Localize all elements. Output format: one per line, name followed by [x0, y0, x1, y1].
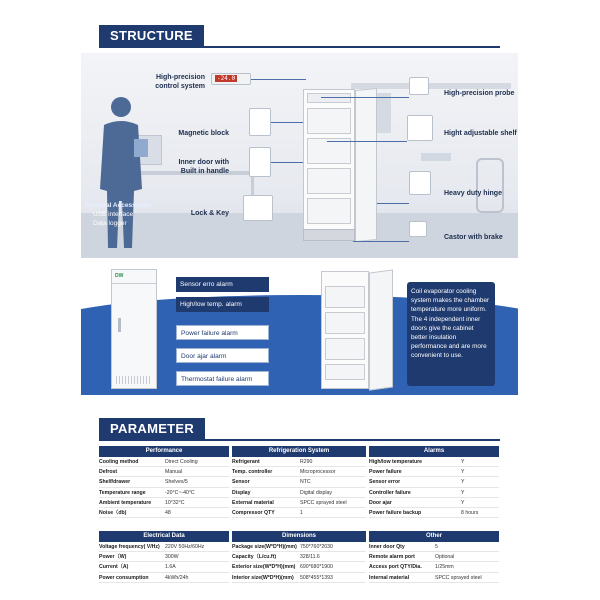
parameter-row: [369, 467, 499, 477]
parameter-key: Current（A): [99, 564, 129, 571]
alarm-label-temp: High/low temp. alarm: [176, 297, 269, 312]
parameter-key: Voltage frequency( V/Hz): [99, 544, 160, 550]
parameter-row: [99, 508, 229, 518]
parameter-value: Microprocessor: [300, 469, 336, 476]
parameter-table: [369, 446, 499, 518]
parameter-table-title: Electrical Data: [99, 531, 229, 542]
parameter-row: [369, 488, 499, 498]
parameter-table: [232, 531, 366, 583]
parameter-row: [369, 477, 499, 487]
parameter-key: Internal material: [369, 574, 410, 581]
callout-shelf: Hight adjustable shelf: [444, 130, 517, 137]
parameter-key: Cooling method: [99, 459, 139, 465]
callout-probe: High-precision probe: [444, 90, 515, 97]
brand-logo: DW: [115, 273, 124, 279]
parameter-row: [99, 552, 229, 562]
parameter-key: Remote alarm port: [369, 554, 415, 561]
parameter-key: Power（W): [99, 554, 127, 561]
parameter-value: NTC: [300, 479, 311, 486]
structure-scene: [81, 53, 518, 258]
inner-drawer: [307, 108, 351, 134]
callout-hinge: Heavy duty hinge: [444, 190, 502, 197]
parameter-value: SPCC sprayed steel: [435, 574, 482, 581]
person-illustration: [86, 93, 156, 253]
parameter-key: Exterior size(W*D*H)(mm): [232, 564, 296, 571]
parameter-value: 690*680*1900: [300, 564, 333, 571]
freezer-vent: [116, 376, 152, 384]
parameter-key: Temperature range: [99, 489, 146, 496]
parameter-row: [369, 552, 499, 562]
parameter-table: [99, 446, 229, 518]
shelf-thumb: [407, 115, 433, 141]
freezer-door: [355, 88, 377, 242]
parameter-row: [232, 467, 366, 477]
parameter-value: R290: [300, 459, 313, 465]
parameter-key: Access port QTY/Dia.: [369, 564, 422, 571]
sink: [421, 153, 451, 161]
magnetic-block-thumb: [249, 108, 271, 136]
parameter-row: [369, 542, 499, 552]
leader-line: [271, 122, 303, 123]
parameter-row: [99, 477, 229, 487]
optional-accessory-item: Data logger: [93, 220, 127, 227]
parameter-table-title: Dimensions: [232, 531, 366, 542]
parameter-heading-rule: [99, 439, 500, 441]
parameter-row: [232, 477, 366, 487]
parameter-value: Y: [461, 499, 465, 506]
parameter-row: [232, 498, 366, 508]
parameter-row: [369, 457, 499, 467]
parameter-value: Optional: [435, 554, 455, 561]
parameter-table-title: Refrigeration System: [232, 446, 366, 457]
parameter-row: [99, 573, 229, 583]
parameter-row: [232, 457, 366, 467]
parameter-row: [369, 573, 499, 583]
inner-drawer: [307, 198, 351, 224]
parameter-table-title: Alarms: [369, 446, 499, 457]
structure-heading-rule: [99, 46, 500, 48]
optional-accessory-item: USB interface: [93, 211, 134, 218]
parameter-key: Defrost: [99, 469, 118, 476]
inner-drawer: [307, 168, 351, 194]
parameter-value: SPCC sprayed steel: [300, 499, 347, 506]
parameter-key: Ambient temperature: [99, 499, 152, 506]
chair: [476, 158, 504, 213]
control-panel: [307, 93, 351, 103]
parameter-value: -20°C~-40°C: [165, 489, 195, 496]
parameter-value: Digital display: [300, 489, 333, 496]
alarm-label-door-ajar: Door ajar alarm: [176, 348, 269, 363]
parameter-value: 220V 50Hz/60Hz: [165, 544, 205, 550]
callout-inner-door: Inner door with Built in handle: [178, 159, 229, 175]
freezer-top-panel: [112, 270, 156, 284]
parameter-key: Power failure backup: [369, 509, 422, 516]
parameter-table: [99, 531, 229, 583]
freezer-cabinet: [303, 89, 355, 241]
parameter-row: [369, 498, 499, 508]
callout-control-system: High-precision control system: [155, 74, 205, 90]
parameter-heading: PARAMETER: [99, 418, 205, 440]
parameter-row: [99, 542, 229, 552]
parameter-key: Sensor: [232, 479, 250, 486]
parameter-value: Y: [461, 459, 465, 465]
parameter-row: [99, 488, 229, 498]
parameter-row: [99, 467, 229, 477]
parameter-value: 328/11.6: [300, 554, 320, 561]
alarm-band: [81, 265, 518, 395]
parameter-value: 5: [435, 544, 438, 550]
hinge-thumb: [409, 171, 431, 195]
leader-line: [327, 141, 407, 142]
probe-thumb: [409, 77, 429, 95]
lock-key-thumb: [243, 195, 273, 221]
castor-thumb: [409, 221, 427, 237]
inner-door-thumb: [249, 147, 271, 177]
freezer-open: [321, 271, 369, 389]
alarm-label-sensor-error: Sensor erro alarm: [176, 277, 269, 292]
parameter-row: [99, 562, 229, 572]
parameter-value: Direct Cooling: [165, 459, 198, 465]
freezer-closed: [111, 269, 157, 389]
leader-line: [377, 203, 409, 204]
parameter-row: [232, 508, 366, 518]
parameter-value: Manual: [165, 469, 183, 476]
parameter-key: Package size(W*D*H)(mm): [232, 544, 297, 550]
parameter-value: 8 hours: [461, 509, 479, 516]
parameter-key: Temp. controller: [232, 469, 273, 476]
alarm-label-power-failure: Power failure alarm: [176, 325, 269, 340]
parameter-key: Shelf/drawer: [99, 479, 131, 486]
parameter-table: [232, 446, 366, 518]
inner-drawer: [325, 312, 365, 334]
parameter-value: 750*760*2030: [300, 544, 333, 550]
inner-drawer: [325, 286, 365, 308]
structure-heading: STRUCTURE: [99, 25, 204, 47]
leader-line: [251, 79, 306, 80]
inner-drawer: [325, 364, 365, 380]
parameter-row: [232, 488, 366, 498]
description-text: Coil evaporator cooling system makes the chamber temperature more uniform. The 4 independent inner doors give the cabinet better insulation performance and are more convenient to use.: [411, 288, 490, 360]
callout-castor: Castor with brake: [444, 234, 503, 241]
parameter-value: Y: [461, 489, 465, 496]
control-display-readout: -24.0: [217, 75, 236, 82]
parameter-value: 48: [165, 509, 171, 516]
parameter-row: [232, 552, 366, 562]
parameter-value: 508*455*1393: [300, 574, 333, 581]
parameter-key: Noise（db): [99, 509, 127, 516]
parameter-value: 1: [300, 509, 303, 516]
parameter-table-title: Performance: [99, 446, 229, 457]
leader-line: [271, 162, 303, 163]
control-display-thumb: [211, 73, 251, 85]
parameter-key: Sensor error: [369, 479, 401, 486]
parameter-value: 4kWh/24h: [165, 574, 189, 581]
parameter-key: Door ajar: [369, 499, 392, 506]
parameter-key: Display: [232, 489, 251, 496]
door-handle: [118, 318, 121, 332]
parameter-table: [369, 531, 499, 583]
parameter-row: [232, 573, 366, 583]
parameter-value: Shelves/5: [165, 479, 188, 486]
parameter-row: [232, 562, 366, 572]
parameter-key: Inner door Qty: [369, 544, 405, 550]
inner-drawer: [325, 338, 365, 360]
parameter-table-title: Other: [369, 531, 499, 542]
parameter-key: Interior size(W*D*H)(mm): [232, 574, 294, 581]
parameter-key: Power failure: [369, 469, 402, 476]
optional-accessories-title: Optional Accessories: [85, 202, 152, 209]
parameter-row: [369, 508, 499, 518]
parameter-key: Controller failure: [369, 489, 411, 496]
callout-lock-key: Lock & Key: [190, 210, 229, 217]
description-box: [407, 282, 495, 386]
parameter-value: 1.6A: [165, 564, 176, 571]
leader-line: [321, 97, 409, 98]
parameter-row: [232, 542, 366, 552]
parameter-key: External material: [232, 499, 274, 506]
parameter-value: 10°32°C: [165, 499, 185, 506]
parameter-value: 1/25mm: [435, 564, 454, 571]
parameter-key: Refrigerant: [232, 459, 260, 465]
parameter-key: Compressor QTY: [232, 509, 275, 516]
parameter-key: Capacity（L/cu.ft): [232, 554, 277, 561]
parameter-row: [369, 562, 499, 572]
freezer-open-door: [369, 269, 393, 390]
parameter-value: 300W: [165, 554, 179, 561]
parameter-key: Power consumption: [99, 574, 149, 581]
parameter-row: [99, 498, 229, 508]
callout-magnetic-block: Magnetic block: [178, 130, 229, 137]
parameter-value: Y: [461, 479, 465, 486]
freezer-base: [303, 229, 355, 241]
leader-line: [353, 241, 409, 242]
alarm-label-thermostat: Thermostat failure alarm: [176, 371, 269, 386]
optional-accessories: [85, 201, 151, 228]
parameter-value: Y: [461, 469, 465, 476]
parameter-key: High/low temperature: [369, 459, 423, 465]
parameter-row: [99, 457, 229, 467]
